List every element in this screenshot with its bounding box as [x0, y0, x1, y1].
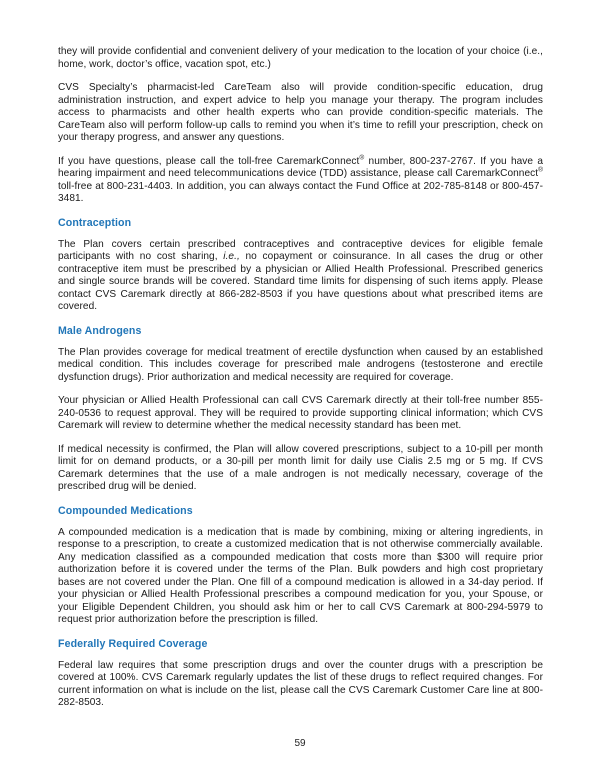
registered-trademark-symbol: ®	[359, 154, 365, 162]
text-run: The Plan covers certain prescribed contraceptives and contraceptive devices for eligible female participants with no cost sharing,	[58, 238, 543, 262]
paragraph-compounded-medications-body: A compounded medication is a medication that is made by combining, mixing or altering ingredients, in response to a prescription, to create a customized medication that is not otherwise commercially available. Any medication classified as a compounded medication that costs more than $300 will require prior authorization before it is covered under the terms of the Plan. Bulk powders and high cost proprietary bases are not covered under the Plan. One fill of a compound medication is allowed in a 34-day period. If your physician or Allied Health Professional prescribes a compound medication for you, your Spouse, or your Eligible Dependent Children, you should ask him or her to call CVS Caremark at 800-294-5979 to request prior authorization before the prescription is filled.	[58, 526, 543, 625]
paragraph-contact-caremarkconnect	[58, 156, 543, 206]
registered-trademark-symbol: ®	[538, 166, 543, 174]
paragraph-specialty-delivery: they will provide confidential and convenient delivery of your medication to the location of your choice (i.e., home, work, doctor’s office, vacation spot, etc.)	[58, 46, 543, 70]
text-run: number, 800-237-2767. If you have a hearing impairment and need telecommunications device (TDD) assistance, please call CaremarkConnect	[58, 155, 543, 179]
paragraph-male-androgens-coverage: The Plan provides coverage for medical treatment of erectile dysfunction when caused by an established medical condition. This includes coverage for prescribed male androgens (testosterone and erectile dysfunction drugs). Prior authorization and medical necessity are required for coverage.	[58, 346, 543, 383]
page-number: 59	[294, 738, 306, 749]
text-run: toll-free at 800-231-4403. In addition, you can always contact the Fund Office at 202-785-8148 or 800-457-3481.	[58, 180, 543, 204]
paragraph-contraception-body	[58, 239, 543, 314]
paragraph-male-androgens-limits: If medical necessity is confirmed, the Plan will allow covered prescriptions, subject to a 10-pill per month limit for on demand products, or a 30-pill per month limit for daily use Cialis 2.5 mg or 5 mg. If CVS Caremark determines that the use of a male androgen is not medically necessary, coverage of the prescribed drug will be denied.	[58, 443, 543, 492]
heading-contraception: Contraception	[58, 216, 132, 229]
document-body	[58, 46, 543, 710]
paragraph-federally-required-coverage-body: Federal law requires that some prescription drugs and over the counter drugs with a prescription be covered at 100%. CVS Caremark regularly updates the list of these drugs to reflect required changes. For current information on what is include on the list, please call the CVS Caremark Customer Care line at 800-282-8503.	[58, 659, 543, 708]
text-run: no copayment or coinsurance. In all cases the drug or other contraceptive item must be prescribed by a physician or Allied Health Professional. Prescribed generics and single source brands will be covered. Standard time limits for dispensing of such items apply. Please contact CVS Caremark directly at 866-282-8503 if you have questions about what prescribed items are covered.	[58, 251, 543, 312]
heading-federally-required-coverage: Federally Required Coverage	[58, 637, 208, 650]
heading-male-androgens: Male Androgens	[58, 324, 142, 337]
paragraph-careteam: CVS Specialty’s pharmacist-led CareTeam also will provide condition-specific education, drug administration instruction, and expert advice to help you manage your therapy. The program includes access to pharmacists and other health experts who can provide condition-specific materials. The CareTeam also will perform follow-up calls to remind you when it’s time to refill your prescription, check on your therapy progress, and answer any questions.	[58, 82, 543, 143]
italic-phrase: i.e.,	[223, 251, 240, 262]
text-run: If you have questions, please call the toll-free CaremarkConnect	[58, 155, 360, 167]
paragraph-male-androgens-approval: Your physician or Allied Health Professional can call CVS Caremark directly at their toll-free number 855-240-0536 to request approval. They will be required to provide supporting clinical information; which CVS Caremark will review to determine whether the medical necessity standard has been met.	[58, 395, 543, 431]
heading-compounded-medications: Compounded Medications	[58, 504, 193, 517]
